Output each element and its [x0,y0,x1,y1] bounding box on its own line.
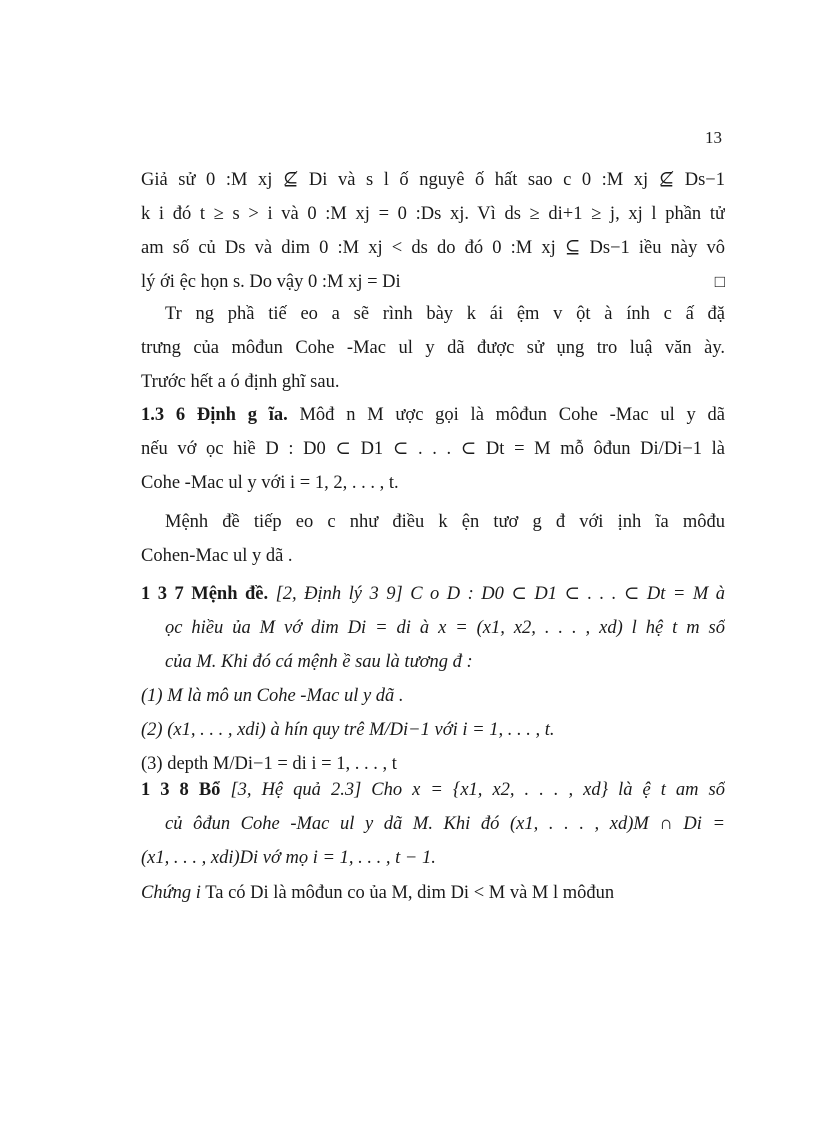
text-line: Cohe -Mac ul y với i = 1, 2, . . . , t. [141,473,399,493]
text-line: Tr ng phầ tiế eo a sẽ rình bày k ái ệm v ột à ính c ấ đặ [165,304,725,324]
definition-first-line [141,398,725,432]
proof-block [141,876,725,910]
lemma-label: 1 3 8 Bổ [141,780,221,800]
text-line: k i đó t ≥ s > i và 0 :M xj = 0 :Ds xj. Vì ds ≥ di+1 ≥ j, xj l phần tử [141,204,725,224]
proof-end-paragraph [141,163,725,299]
text-line: Cohen-Mac ul y dã . [141,546,293,566]
lemma-first-line [141,773,725,807]
proposition-first-line [141,577,725,611]
proposition-label: 1 3 7 Mệnh đề. [141,584,269,604]
proof-text: Ta có Di là môđun co ủa M, dim Di < M và M l môđun [200,883,615,903]
text-line: trưng của môđun Cohe -Mac ul y dã được sử ụng tro luậ văn ày. [141,338,725,358]
proposition-item: (1) M là mô un Cohe -Mac ul y dã . [141,686,404,706]
definition-label: 1.3 6 Định g ĩa. [141,405,288,425]
proposition-block [141,577,725,781]
text-line: ọc hiều ủa M vớ dim Di = di à x = (x1, x2, . . . , xd) l hệ t m số [165,618,725,638]
text-line: của M. Khi đó cá mệnh ề sau là tương đ : [165,652,473,672]
page-number: 13 [705,128,722,147]
proposition-item: (2) (x1, . . . , xdi) à hín quy trê M/Di−1 với i = 1, . . . , t. [141,720,555,740]
intro-paragraph [141,297,725,399]
text-line: củ ôđun Cohe -Mac ul y dã M. Khi đó (x1, . . . , xd)M ∩ Di = [165,814,725,834]
definition-block [141,398,725,500]
text-line: am số củ Ds và dim 0 :M xj < ds do đó 0 :M xj ⊆ Ds−1 iều này vô [141,238,725,258]
proposition-item: (3) depth M/Di−1 = di i = 1, . . . , t [141,754,397,774]
qed-symbol: □ [714,272,725,291]
definition-text: Môđ n M ược gọi là môđun Cohe -Mac ul y dã [287,405,725,425]
text-line: lý ới ệc họn s. Do vậy 0 :M xj = Di [141,272,401,292]
proposition-text: [2, Định lý 3 9] C o D : D0 ⊂ D1 ⊂ . . . ⊂ Dt = M à [268,584,725,604]
text-line: (x1, . . . , xdi)Di vớ mọ i = 1, . . . , t − 1. [141,848,436,868]
text-line: Trước hết a ó định ghĩ sau. [141,372,340,392]
text-line: Mệnh đề tiếp eo c như điều k ện tươ g đ với ịnh ĩa môđu [165,512,725,532]
lemma-text: [3, Hệ quả 2.3] Cho x = {x1, x2, . . . , xd} là ệ t am số [220,780,725,800]
proof-label: Chứng i [141,883,201,903]
transition-paragraph [141,505,725,573]
lemma-block [141,773,725,875]
text-line: Giả sử 0 :M xj ⊈ Di và s l ố nguyê ố hất sao c 0 :M xj ⊈ Ds−1 [141,170,725,190]
proof-first-line [141,876,725,910]
text-line: nếu vớ ọc hiề D : D0 ⊂ D1 ⊂ . . . ⊂ Dt = M mỗ ôđun Di/Di−1 là [141,439,725,459]
